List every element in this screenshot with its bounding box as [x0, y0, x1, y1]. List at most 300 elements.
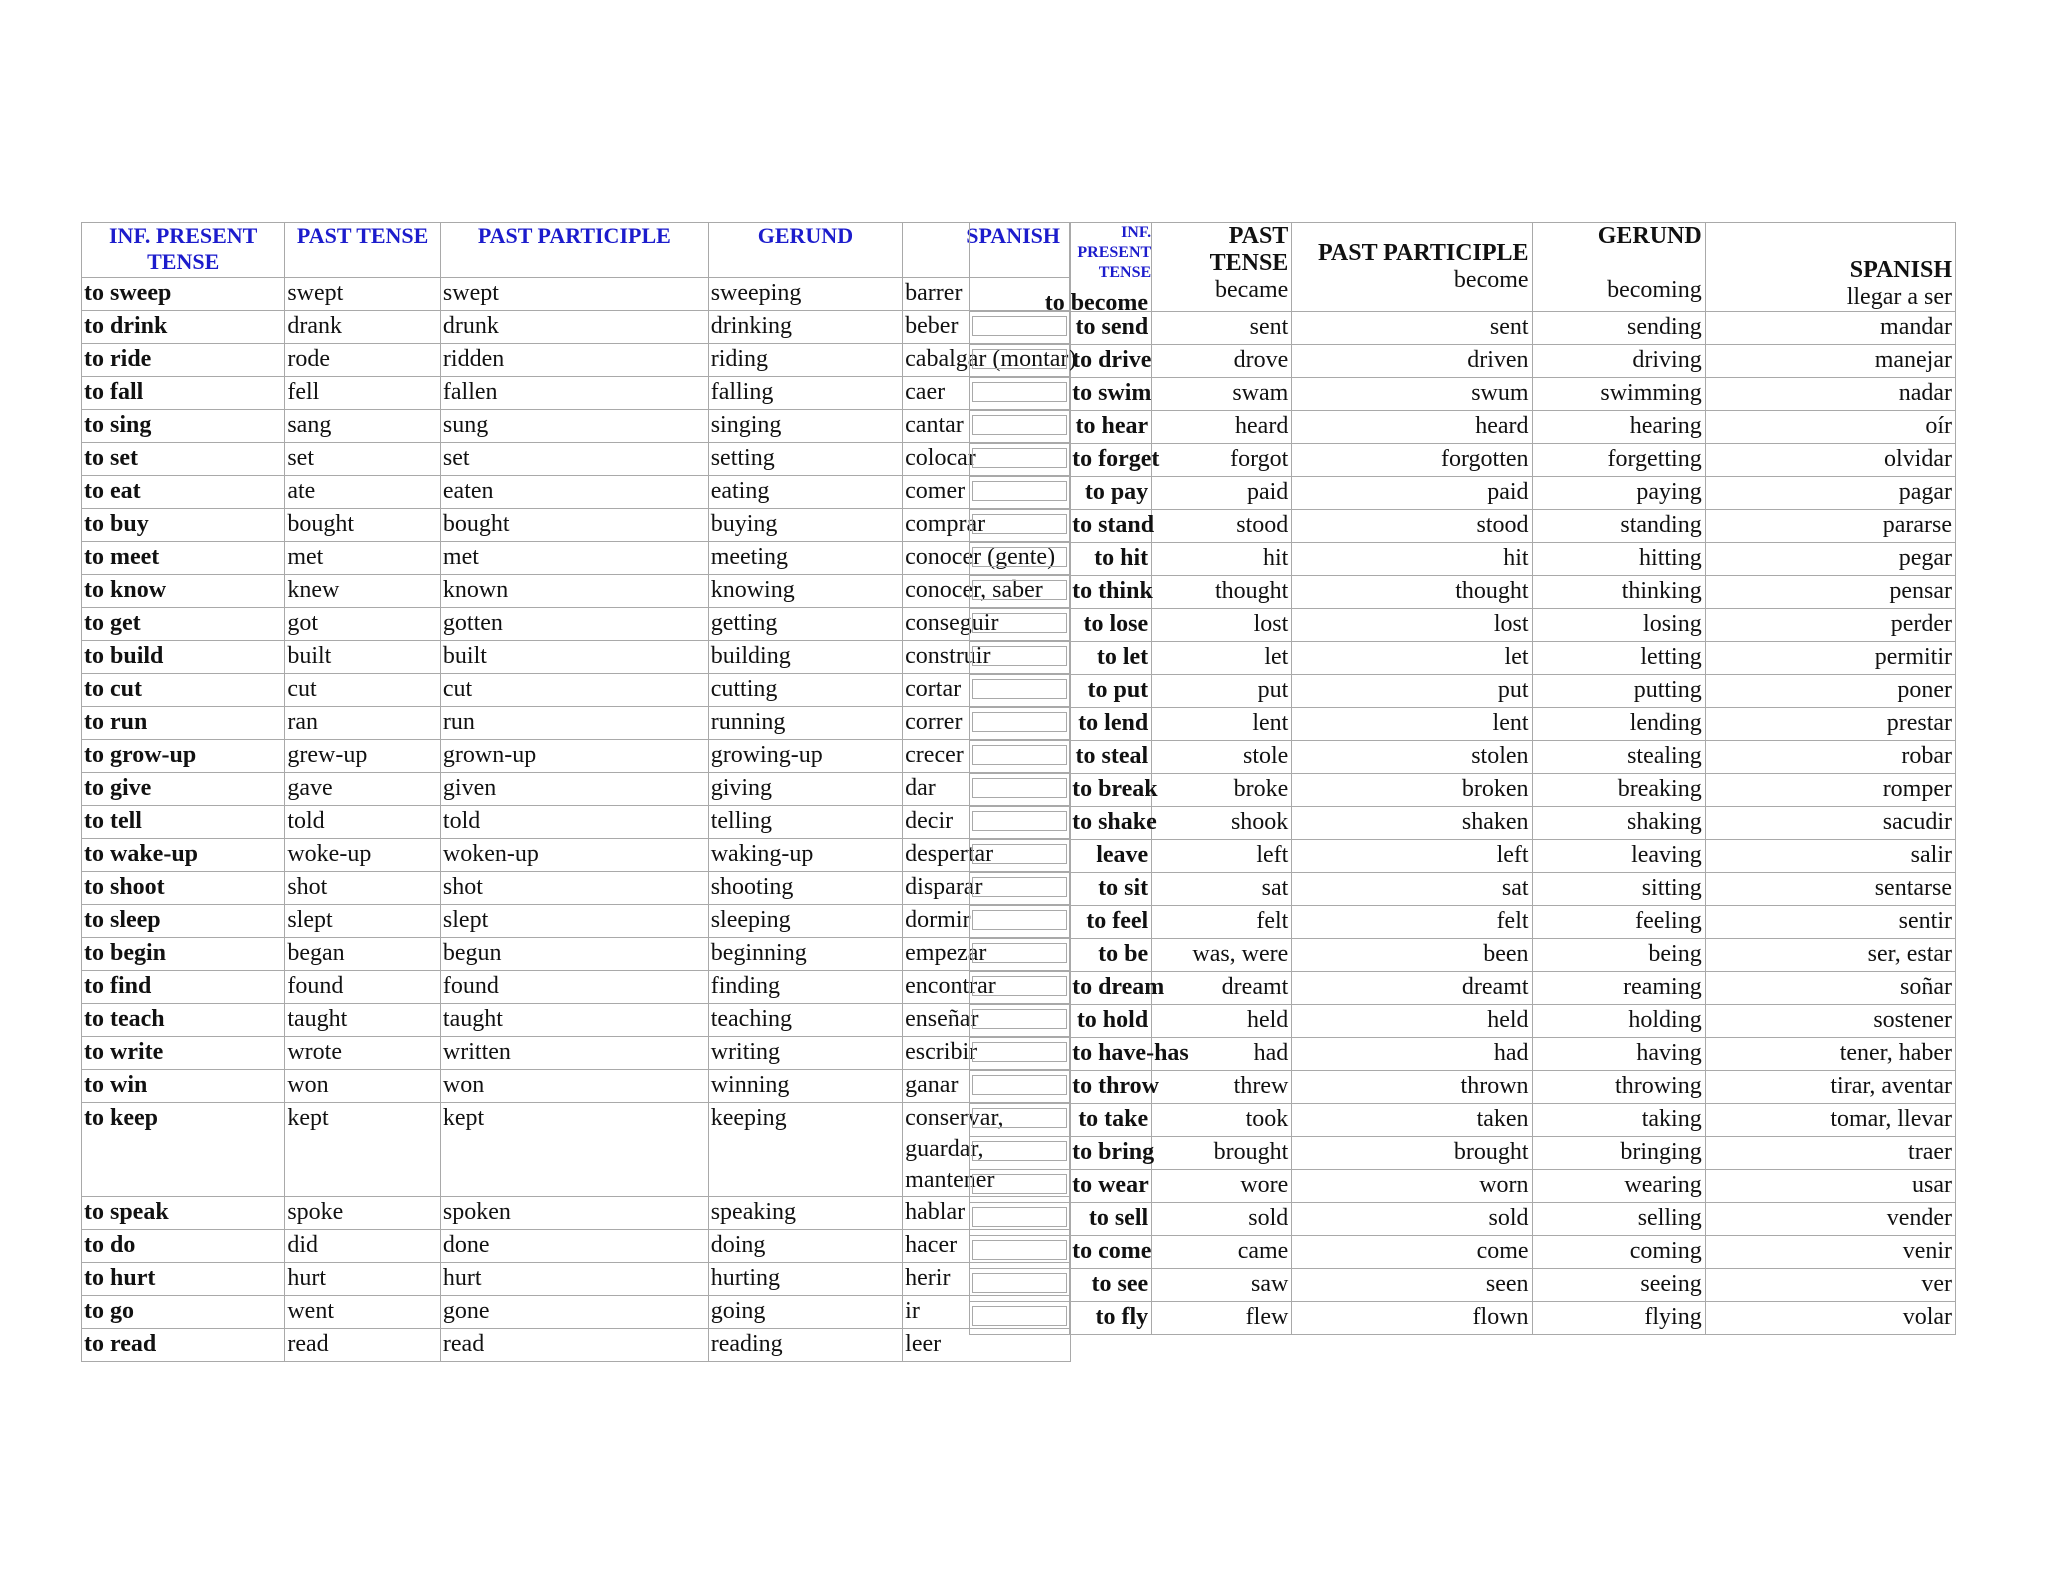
header-cell-past [1152, 223, 1292, 312]
empty-box [972, 580, 1067, 600]
table-row [970, 609, 1956, 642]
cell-past: lent [1152, 708, 1292, 741]
cell-inf: to shake [1070, 807, 1152, 840]
cell-past-participle: found [440, 971, 708, 1004]
cell-spanish: conservar, guardar, mantener [903, 1103, 1071, 1197]
cell-past-participle: shaken [1292, 807, 1532, 840]
cell-spanish: volar [1705, 1302, 1955, 1335]
cell-past-participle: dreamt [1292, 972, 1532, 1005]
table-row [970, 1302, 1956, 1335]
empty-box [972, 1207, 1067, 1227]
cell-spanish: comer [903, 476, 1071, 509]
cell-gerund: eating [708, 476, 902, 509]
empty-box [972, 514, 1067, 534]
cell-inf: to come [1070, 1236, 1152, 1269]
cell-gerund: waking-up [708, 839, 902, 872]
cell-past-participle: swum [1292, 378, 1532, 411]
cell-gerund: hurting [708, 1263, 902, 1296]
cell-past: sang [285, 410, 441, 443]
cell-gerund: keeping [708, 1103, 902, 1197]
table-row [970, 1137, 1956, 1170]
cell-past-participle: flown [1292, 1302, 1532, 1335]
cell-spanish: conocer, saber [903, 575, 1071, 608]
table-row [970, 1071, 1956, 1104]
cell-past-participle: forgotten [1292, 444, 1532, 477]
table-row [970, 1269, 1956, 1302]
cell-gerund: building [708, 641, 902, 674]
table-row [970, 477, 1956, 510]
cell-past: bought [285, 509, 441, 542]
table-row [82, 707, 1071, 740]
cell-past: slept [285, 905, 441, 938]
table-row [82, 608, 1071, 641]
cell-spanish: cortar [903, 674, 1071, 707]
cell-gerund: feeling [1532, 906, 1705, 939]
cell-gerund: reaming [1532, 972, 1705, 1005]
table-row [82, 1329, 1071, 1362]
cell-past: built [285, 641, 441, 674]
cell-inf: to take [1070, 1104, 1152, 1137]
cell-past-participle: thought [1292, 576, 1532, 609]
cell-inf: to shoot [82, 872, 285, 905]
empty-box [972, 1108, 1067, 1128]
empty-cell [970, 873, 1070, 906]
cell-spanish: beber [903, 311, 1071, 344]
cell-gerund: coming [1532, 1236, 1705, 1269]
cell-past: saw [1152, 1269, 1292, 1302]
cell-spanish: soñar [1705, 972, 1955, 1005]
table-row [970, 1170, 1956, 1203]
cell-gerund: bringing [1532, 1137, 1705, 1170]
cell-spanish: empezar [903, 938, 1071, 971]
cell-past: met [285, 542, 441, 575]
cell-gerund: reading [708, 1329, 902, 1362]
empty-box [972, 1042, 1067, 1062]
cell-gerund: writing [708, 1037, 902, 1070]
cell-past-participle: thrown [1292, 1071, 1532, 1104]
cell-past: gave [285, 773, 441, 806]
table-row [970, 1203, 1956, 1236]
table-row [970, 411, 1956, 444]
cell-spanish: dar [903, 773, 1071, 806]
cell-past-participle: sent [1292, 312, 1532, 345]
cell-past-participle: drunk [440, 311, 708, 344]
cell-past-participle: taken [1292, 1104, 1532, 1137]
table-row [82, 674, 1071, 707]
cell-inf: to sing [82, 410, 285, 443]
cell-inf: to stand [1070, 510, 1152, 543]
cell-past-participle: won [440, 1070, 708, 1103]
cell-spanish: herir [903, 1263, 1071, 1296]
empty-cell [970, 939, 1070, 972]
verb-table-left [81, 222, 1077, 1362]
cell-past-participle: come [1292, 1236, 1532, 1269]
cell-inf: to feel [1070, 906, 1152, 939]
table-row [82, 443, 1071, 476]
empty-box [972, 646, 1067, 666]
cell-past: thought [1152, 576, 1292, 609]
cell-gerund: throwing [1532, 1071, 1705, 1104]
cell-gerund: losing [1532, 609, 1705, 642]
cell-gerund: knowing [708, 575, 902, 608]
cell-past-participle: built [440, 641, 708, 674]
cell-spanish: barrer [903, 278, 1071, 311]
cell-spanish: construir [903, 641, 1071, 674]
cell-past-participle: felt [1292, 906, 1532, 939]
cell-spanish: colocar [903, 443, 1071, 476]
empty-cell [970, 1170, 1070, 1203]
table-row [970, 1236, 1956, 1269]
cell-past-participle: hurt [440, 1263, 708, 1296]
cell-past: swam [1152, 378, 1292, 411]
cell-inf: to ride [82, 344, 285, 377]
empty-box [972, 943, 1067, 963]
empty-box [972, 316, 1067, 336]
empty-cell [970, 774, 1070, 807]
table-row [970, 939, 1956, 972]
cell-past: got [285, 608, 441, 641]
header-cell-pp [1292, 223, 1532, 312]
empty-box [972, 547, 1067, 567]
cell-gerund: lending [1532, 708, 1705, 741]
table-row [82, 509, 1071, 542]
cell-inf: to wear [1070, 1170, 1152, 1203]
cell-inf: to get [82, 608, 285, 641]
cell-inf: to buy [82, 509, 285, 542]
cell-gerund: wearing [1532, 1170, 1705, 1203]
cell-past: felt [1152, 906, 1292, 939]
empty-box [972, 745, 1067, 765]
cell-past-participle: set [440, 443, 708, 476]
cell-past: dreamt [1152, 972, 1292, 1005]
table-row [970, 708, 1956, 741]
cell-past-participle: swept [440, 278, 708, 311]
cell-past: heard [1152, 411, 1292, 444]
table-row [970, 510, 1956, 543]
cell-inf: to swim [1070, 378, 1152, 411]
empty-box [972, 1009, 1067, 1029]
cell-spanish: correr [903, 707, 1071, 740]
cell-inf: to tell [82, 806, 285, 839]
cell-past-participle: done [440, 1230, 708, 1263]
cell-past: knew [285, 575, 441, 608]
table-row [82, 806, 1071, 839]
cell-spanish: robar [1705, 741, 1955, 774]
table-row [970, 807, 1956, 840]
table-row [82, 278, 1071, 311]
table-row [82, 971, 1071, 1004]
empty-box [972, 976, 1067, 996]
cell-past: swept [285, 278, 441, 311]
table-row [82, 377, 1071, 410]
cell-inf: to drink [82, 311, 285, 344]
empty-box [972, 349, 1067, 369]
empty-cell [970, 1038, 1070, 1071]
empty-cell [970, 345, 1070, 378]
cell-gerund: shooting [708, 872, 902, 905]
cell-inf: to set [82, 443, 285, 476]
cell-gerund: shaking [1532, 807, 1705, 840]
cell-inf: to lose [1070, 609, 1152, 642]
empty-cell [970, 1104, 1070, 1137]
cell-past: broke [1152, 774, 1292, 807]
cell-gerund: meeting [708, 542, 902, 575]
empty-cell [970, 1137, 1070, 1170]
cell-inf: to throw [1070, 1071, 1152, 1104]
table-row [970, 1104, 1956, 1137]
cell-past-participle: known [440, 575, 708, 608]
cell-past: woke-up [285, 839, 441, 872]
cell-gerund: singing [708, 410, 902, 443]
cell-spanish: traer [1705, 1137, 1955, 1170]
table-row [82, 344, 1071, 377]
cell-spanish: oír [1705, 411, 1955, 444]
table-row [970, 1005, 1956, 1038]
cell-inf: to break [1070, 774, 1152, 807]
cell-past-participle: sat [1292, 873, 1532, 906]
cell-inf: to be [1070, 939, 1152, 972]
cell-spanish: cabalgar (montar) [903, 344, 1071, 377]
empty-box [972, 1240, 1067, 1260]
empty-cell [970, 1005, 1070, 1038]
cell-spanish: mandar [1705, 312, 1955, 345]
empty-cell [970, 477, 1070, 510]
cell-spanish: permitir [1705, 642, 1955, 675]
cell-past-participle: let [1292, 642, 1532, 675]
empty-box [972, 382, 1067, 402]
cell-gerund: driving [1532, 345, 1705, 378]
cell-gerund: setting [708, 443, 902, 476]
empty-box [972, 778, 1067, 798]
table-row [82, 1070, 1071, 1103]
cell-inf: to teach [82, 1004, 285, 1037]
cell-gerund: taking [1532, 1104, 1705, 1137]
cell-inf: to know [82, 575, 285, 608]
empty-box [972, 712, 1067, 732]
cell-past-participle: seen [1292, 1269, 1532, 1302]
table-row [970, 873, 1956, 906]
cell-spanish: hablar [903, 1197, 1071, 1230]
cell-inf: to write [82, 1037, 285, 1070]
cell-past-participle: told [440, 806, 708, 839]
cell-gerund: flying [1532, 1302, 1705, 1335]
empty-box [972, 679, 1067, 699]
empty-cell [970, 1071, 1070, 1104]
cell-past-participle: put [1292, 675, 1532, 708]
cell-gerund: standing [1532, 510, 1705, 543]
header-row [82, 223, 1071, 278]
cell-past: drank [285, 311, 441, 344]
header-cell-spanish [1705, 223, 1955, 312]
cell-past: shook [1152, 807, 1292, 840]
empty-cell [970, 1302, 1070, 1335]
cell-inf: to wake-up [82, 839, 285, 872]
cell-spanish: ganar [903, 1070, 1071, 1103]
cell-gerund: going [708, 1296, 902, 1329]
cell-inf: to meet [82, 542, 285, 575]
table-row [82, 476, 1071, 509]
cell-spanish: sostener [1705, 1005, 1955, 1038]
cell-gerund: thinking [1532, 576, 1705, 609]
empty-cell [970, 444, 1070, 477]
table-row [82, 1037, 1071, 1070]
cell-spanish: pegar [1705, 543, 1955, 576]
cell-inf: to begin [82, 938, 285, 971]
cell-past: began [285, 938, 441, 971]
cell-past: left [1152, 840, 1292, 873]
cell-gerund: holding [1532, 1005, 1705, 1038]
cell-gerund: riding [708, 344, 902, 377]
cell-past-participle: driven [1292, 345, 1532, 378]
cell-inf: to let [1070, 642, 1152, 675]
cell-gerund: teaching [708, 1004, 902, 1037]
empty-box [972, 1141, 1067, 1161]
cell-spanish: perder [1705, 609, 1955, 642]
cell-inf: to hurt [82, 1263, 285, 1296]
cell-past-participle: broken [1292, 774, 1532, 807]
table-row [970, 378, 1956, 411]
cell-spanish: despertar [903, 839, 1071, 872]
cell-past: put [1152, 675, 1292, 708]
empty-box [972, 844, 1067, 864]
cell-past-participle: gotten [440, 608, 708, 641]
cell-gerund: cutting [708, 674, 902, 707]
cell-past: hit [1152, 543, 1292, 576]
cell-spanish: decir [903, 806, 1071, 839]
cell-past: threw [1152, 1071, 1292, 1104]
cell-past-participle: shot [440, 872, 708, 905]
cell-spanish: salir [1705, 840, 1955, 873]
cell-inf: to bring [1070, 1137, 1152, 1170]
table-row [82, 905, 1071, 938]
cell-past: sent [1152, 312, 1292, 345]
cell-inf: to dream [1070, 972, 1152, 1005]
cell-gerund: buying [708, 509, 902, 542]
table-row [82, 839, 1071, 872]
cell-past: sold [1152, 1203, 1292, 1236]
cell-inf: to send [1070, 312, 1152, 345]
table-row [82, 410, 1071, 443]
table-row [82, 1004, 1071, 1037]
cell-past: drove [1152, 345, 1292, 378]
cell-spanish: venir [1705, 1236, 1955, 1269]
cell-past-participle: spoken [440, 1197, 708, 1230]
empty-box [972, 877, 1067, 897]
cell-past: flew [1152, 1302, 1292, 1335]
cell-gerund: winning [708, 1070, 902, 1103]
cell-gerund: falling [708, 377, 902, 410]
empty-cell [970, 1269, 1070, 1302]
empty-cell [970, 807, 1070, 840]
empty-box [972, 1273, 1067, 1293]
empty-box [972, 481, 1067, 501]
cell-past: sat [1152, 873, 1292, 906]
cell-spanish: disparar [903, 872, 1071, 905]
cell-inf: to sell [1070, 1203, 1152, 1236]
cell-past-participle: given [440, 773, 708, 806]
table-row [970, 1038, 1956, 1071]
header-past-tense: PAST TENSE [1209, 223, 1289, 276]
cell-gerund: running [708, 707, 902, 740]
cell-spanish: usar [1705, 1170, 1955, 1203]
cell-gerund: drinking [708, 311, 902, 344]
cell-spanish: conseguir [903, 608, 1071, 641]
cell-past-participle: left [1292, 840, 1532, 873]
cell-inf: to grow-up [82, 740, 285, 773]
cell-past-participle: stolen [1292, 741, 1532, 774]
cell-inf: to put [1070, 675, 1152, 708]
cell-past: taught [285, 1004, 441, 1037]
table-row [970, 444, 1956, 477]
cell-past: was, were [1152, 939, 1292, 972]
cell-spanish: conocer (gente) [903, 542, 1071, 575]
header-gerund: GERUND [1597, 223, 1702, 249]
table-row [82, 1197, 1071, 1230]
header-past-participle: PAST PARTICIPLE [440, 223, 708, 278]
table-row [82, 1263, 1071, 1296]
cell-spanish: ir [903, 1296, 1071, 1329]
cell-inf: to speak [82, 1197, 285, 1230]
cell-past-participle: paid [1292, 477, 1532, 510]
cell-past: lost [1152, 609, 1292, 642]
header-inf-present: INF. PRESENT TENSE [1077, 224, 1152, 281]
cell-spanish: manejar [1705, 345, 1955, 378]
cell-past-participle: heard [1292, 411, 1532, 444]
cell-spanish: olvidar [1705, 444, 1955, 477]
cell-spanish: romper [1705, 774, 1955, 807]
table-row [82, 1296, 1071, 1329]
cell-gerund: seeing [1532, 1269, 1705, 1302]
table-row [82, 542, 1071, 575]
cell-past: held [1152, 1005, 1292, 1038]
cell-past-participle: gone [440, 1296, 708, 1329]
cell-past: ate [285, 476, 441, 509]
cell-inf: to eat [82, 476, 285, 509]
cell-past: had [1152, 1038, 1292, 1071]
empty-box [972, 910, 1067, 930]
cell-past: found [285, 971, 441, 1004]
table-row [970, 774, 1956, 807]
cell-spanish: pararse [1705, 510, 1955, 543]
cell-spanish: dormir [903, 905, 1071, 938]
cell-past: rode [285, 344, 441, 377]
cell-spanish: pagar [1705, 477, 1955, 510]
cell-inf: to fall [82, 377, 285, 410]
cell-gerund: being [1532, 939, 1705, 972]
cell-spanish: ser, estar [1705, 939, 1955, 972]
cell-spanish: tirar, aventar [1705, 1071, 1955, 1104]
empty-cell [970, 1236, 1070, 1269]
cell-gerund: forgetting [1532, 444, 1705, 477]
cell-past: paid [1152, 477, 1292, 510]
cell-spanish: leer [903, 1329, 1071, 1362]
table-row [82, 1230, 1071, 1263]
table-row [82, 311, 1071, 344]
cell-past: stood [1152, 510, 1292, 543]
cell-inf: to hear [1070, 411, 1152, 444]
cell-gerund: selling [1532, 1203, 1705, 1236]
table-row [970, 741, 1956, 774]
cell-inf: to have-has [1070, 1038, 1152, 1071]
header-past-tense: PAST TENSE [285, 223, 441, 278]
cell-inf: to sleep [82, 905, 285, 938]
cell-past-participle: run [440, 707, 708, 740]
cell-spanish: enseñar [903, 1004, 1071, 1037]
cell-inf: to drive [1070, 345, 1152, 378]
cell-spanish: crecer [903, 740, 1071, 773]
cell-past-participle: fallen [440, 377, 708, 410]
spanish-become: llegar a ser [1846, 284, 1952, 310]
